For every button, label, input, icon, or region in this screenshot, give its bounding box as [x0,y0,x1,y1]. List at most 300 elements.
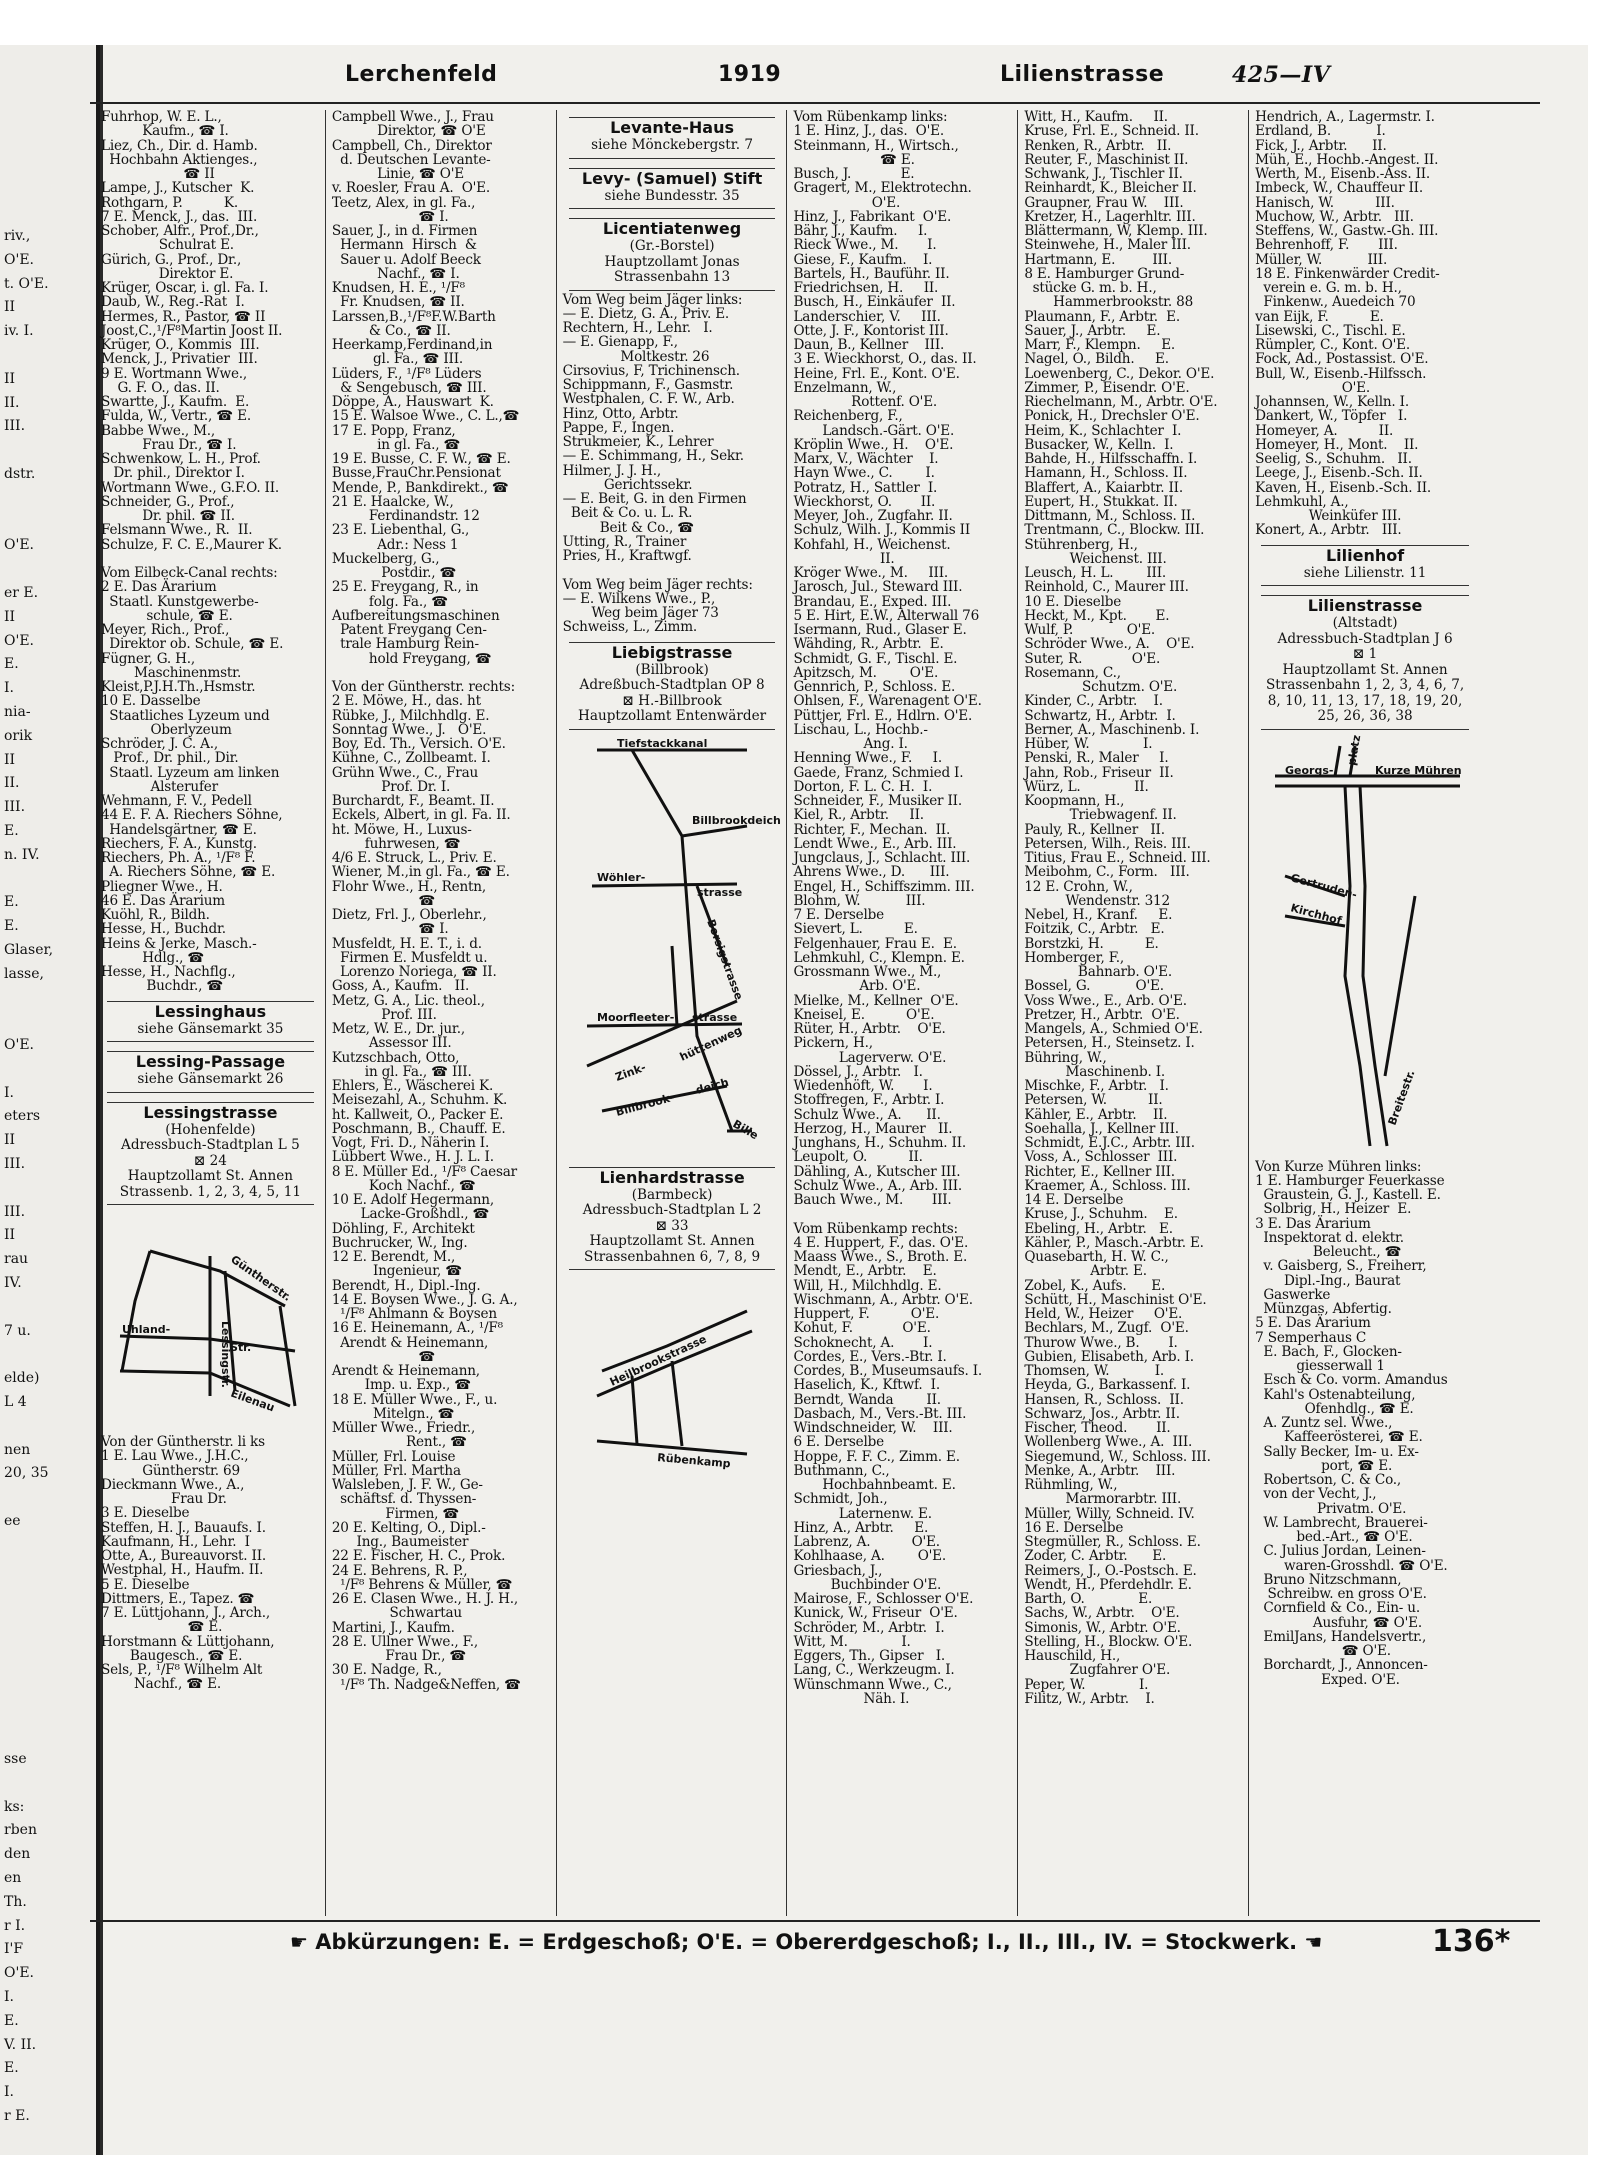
directory-entry: ☎ I. [331,921,449,938]
previous-page-fragment [4,1296,96,1320]
directory-entry: Müller, W. III. [1255,251,1388,268]
directory-entry: 16 E. Derselbe [1024,1519,1124,1536]
directory-entry: Imp. u. Exp., ☎ [331,1377,471,1394]
directory-entry: Wiener, M.,in gl. Fa., ☎ E. [331,864,510,881]
directory-entry: Bruno Nitzschmann, [1255,1571,1402,1588]
directory-entry: Vom Weg beim Jäger links: [562,291,743,308]
directory-entry: Bahnarb. O'E. [1024,964,1172,980]
street-info-line: Strassenbahnen 6, 7, 8, 9 [584,1248,761,1265]
directory-entry: Gerichtssekr. [562,476,693,493]
directory-entry: Buchrucker, W., Ing. [331,1234,468,1251]
directory-entry: Vom Rübenkamp links: [793,109,948,125]
directory-entry: Vom Weg beim Jäger rechts: [562,576,753,593]
previous-page-fragment: nen [4,1441,31,1458]
directory-entry: Knudsen, H. E., ¹/F⁸ [331,280,465,296]
map-street-label: strasse [697,885,743,899]
previous-page-fragment: I. [4,2084,14,2101]
previous-page-fragment: L 4 [4,1394,27,1411]
map-street-label: Uhland- [122,1323,171,1336]
directory-entry: Witt, M. I. [793,1633,911,1650]
directory-entry: Babbe Wwe., M., [101,422,216,439]
directory-entry: Borstzki, H. E. [1024,935,1159,952]
directory-entry: Heyda, G., Barkassenf. I. [1024,1377,1191,1394]
directory-entry: Näh. I. [793,1690,910,1707]
map-street-label: Kirchhof [1289,900,1344,927]
directory-entry: Plaumann, F., Arbtr. E. [1024,308,1180,325]
previous-page-fragment [4,1058,96,1082]
directory-entry: Kohfahl, H., Weichenst. [793,536,951,553]
directory-entry: Kahl's Ostenabteilung, [1255,1386,1416,1403]
directory-entry: Eckels, Albert, in gl. Fa. II. [331,807,511,824]
directory-entry: Direktor E. [101,265,234,282]
directory-entry: folg. Fa., ☎ [331,593,448,610]
directory-entry: Schwank, J., Tischler II. [1024,166,1183,182]
directory-entry: Boy, Ed. Th., Versich. O'E. [331,736,506,752]
street-name: Licentiatenweg [602,219,742,238]
directory-entry: Wischmann, A., Arbtr. O'E. [793,1291,973,1308]
map-street-label: Georgs- [1285,763,1334,777]
directory-entry: Meibohm, C., Form. III. [1024,864,1190,881]
header-right-street: Lilienstrasse [1000,62,1165,87]
directory-entry: Lacke-Großhdl., ☎ [331,1206,490,1223]
directory-entry: Schwartz, H., Arbtr. I. [1024,707,1176,724]
directory-entry: Kaffeerösterei, ☎ E. [1255,1429,1423,1446]
directory-entry: Bechlars, M., Zugf. O'E. [1024,1320,1189,1337]
street-info-line: Adreßbuch-Stadtplan OP 8 [579,677,765,693]
previous-page-fragment: 7 u. [4,1322,31,1339]
street-info-line: Strassenb. 1, 2, 3, 4, 5, 11 [119,1183,302,1200]
previous-page-fragment: ee [4,1513,21,1530]
header-left-street: Lerchenfeld [345,62,498,87]
directory-entry: Esch & Co. vorm. Amandus [1255,1372,1448,1389]
directory-entry: Alsterufer [101,778,218,795]
directory-entry: Arendt & Heinemann, [331,1334,489,1351]
directory-entry: Prof. Dr. I. [331,778,451,795]
directory-entry: Held, W., Heizer O'E. [1024,1306,1183,1322]
directory-entry: Fulda, W., Vertr., ☎ E. [101,408,251,425]
previous-page-fragment: Glaser, [4,941,54,958]
previous-page-fragment: III. [4,418,26,435]
directory-entry: Schulz Wwe., A., Arb. III. [793,1177,963,1194]
directory-entry: Wünschmann Wwe., C., [793,1676,952,1693]
street-info-line: ⊠ H.-Billbrook [622,692,722,709]
previous-page-fragment: lasse, [4,965,44,982]
directory-entry: Mischke, F., Arbtr. I. [1024,1078,1169,1094]
directory-entry: Ing., Baumeister [331,1534,469,1550]
divider [569,208,776,209]
map-street-label: Billbrook- [614,1090,676,1119]
directory-entry: 3 E. Wieckhorst, O., das. II. [793,351,977,368]
previous-page-fragment [4,1605,96,1629]
directory-entry: Hinz, J., Fabrikant O'E. [793,208,952,225]
directory-entry: Meyer, Joh., Zugfahr. II. [793,508,953,524]
street-line [632,1376,637,1444]
directory-entry: Linie, ☎ O'E [331,166,464,182]
street-name: Levy- (Samuel) Stift [581,168,763,188]
spacer [332,666,551,680]
directory-entry: Robertson, C. & Co., [1255,1472,1402,1488]
previous-page-fragment: I. [4,1988,14,2005]
directory-entry: Hamann, H., Schloss. II. [1024,465,1188,482]
street-map-lienhard [577,1276,767,1471]
directory-entry: Ingenieur, ☎ [331,1263,462,1280]
street-info-line: Hauptzollamt St. Annen [1282,661,1448,678]
directory-entry: port, ☎ E. [1255,1457,1393,1474]
directory-entry: Homberger, F., [1024,949,1125,966]
directory-entry: Buchdr., ☎ [101,978,224,995]
street-heading-block [563,110,782,161]
map-street-label: Lessingstr. [219,1321,233,1388]
directory-entry: Metz, G. A., Lic. theol., [331,992,485,1009]
directory-entry: Hochbahnbeamt. E. [793,1477,956,1493]
directory-entry: Schmidt, Joh., [793,1491,888,1508]
directory-entry: Liez, Ch., Dir. d. Hamb. [101,137,258,154]
directory-entry: Arbtr. E. [1024,1263,1147,1280]
directory-entry: E. Bach, F., Glocken- [1255,1343,1402,1360]
directory-entry: Sauer, J., in d. Firmen [331,223,478,239]
directory-entry: Leege, J., Eisenb.-Sch. II. [1255,465,1423,482]
directory-entry: Rümpler, C., Kont. O'E. [1255,337,1411,353]
directory-entry: Rothgarn, P. K. [101,194,238,211]
directory-entry: Schneider, F., Musiker II. [793,793,962,809]
street-name: Lilienhof [1325,545,1405,565]
street-line [1335,746,1340,776]
directory-entry: Maass Wwe., S., Broth. E. [793,1249,968,1265]
previous-page-fragment [4,344,96,368]
previous-page-fragment: t. O'E. [4,275,49,292]
directory-entry: Voss, A., Schlosser III. [1024,1149,1178,1166]
directory-entry: Windschneider, W. III. [793,1420,953,1436]
directory-entry: 3 E. Dieselbe [101,1505,190,1522]
map-street-label: deich [694,1075,731,1097]
directory-entry: Giese, F., Kaufm. I. [793,251,933,268]
directory-entry: 7 Semperhaus C [1255,1329,1367,1346]
directory-entry: Müller, Willy, Schneid. IV. [1024,1505,1195,1522]
street-heading-block [101,1044,320,1095]
directory-entry: Dasbach, M., Vers.-Bt. III. [793,1405,967,1422]
directory-entry: Wollenberg Wwe., A. III. [1024,1434,1193,1451]
directory-entry: Felgenhauer, Frau E. E. [793,935,957,952]
map-street-label: hüttenweg [677,1023,745,1064]
divider [1261,729,1469,730]
previous-page-fragment: E. [4,918,19,935]
directory-entry: Cordes, E., Vers.-Btr. I. [793,1348,947,1365]
street-info-line: Hauptzollamt St. Annen [589,1233,755,1249]
directory-entry: Dähling, A., Kutscher III. [793,1163,961,1180]
directory-entry: — E. Gienapp, F., [562,334,678,351]
directory-entry: Erdland, B. I. [1255,123,1386,140]
directory-entry: Bossel, G. O'E. [1024,978,1164,995]
directory-entry: Dittmers, E., Tapez. ☎ [101,1590,255,1607]
divider [107,1092,314,1093]
directory-entry: Wortmann Wwe., G.F.O. II. [101,479,280,496]
directory-entry: Hochbahn Aktienges., [101,151,258,168]
directory-entry: ☎ [331,1348,436,1365]
directory-entry: 17 E. Popp, Franz, [331,422,456,439]
directory-entry: Kruse, Frl. E., Schneid. II. [1024,123,1199,140]
map-street-label: Gertruden- [1289,870,1359,902]
directory-entry: 4/6 E. Struck, L., Priv. E. [331,850,497,866]
directory-entry: Riechers, F. A., Kunstg. [101,835,257,852]
directory-entry: Ausfuhr, ☎ O'E. [1255,1614,1422,1631]
directory-entry: Kneisel, E. O'E. [793,1006,935,1023]
directory-entry: Barth, O. E. [1024,1591,1153,1607]
directory-entry: Brandau, E., Exped. III. [793,593,952,610]
directory-entry: Ahrens Wwe., D. III. [793,864,950,881]
directory-entry: Güntherstr. 69 [101,1462,240,1479]
directory-entry: II. [793,550,895,567]
directory-entry: Otte, A., Bureauvorst. II. [101,1548,266,1564]
directory-entry: Prof. III. [331,1006,437,1023]
directory-entry: Buthmann, C., [793,1462,890,1479]
directory-entry: schule, ☎ E. [101,607,233,624]
street-info-line: Strassenbahn 1, 2, 3, 4, 6, 7, [1265,677,1465,693]
directory-entry: — E. Beit, G. in den Firmen [562,491,747,507]
directory-entry: Lisewski, C., Tischl. E. [1255,322,1406,339]
directory-entry: Frau Dr., ☎ I. [101,436,237,453]
directory-entry: 14 E. Derselbe [1024,1192,1124,1208]
directory-entry: Würz, L. II. [1024,778,1149,795]
directory-entry: Busch, J. E. [793,166,915,182]
directory-entry: Baugesch., ☎ E. [101,1647,243,1664]
directory-entry: Isermann, Rud., Glaser E. [793,622,967,638]
directory-entry: 15 E. Walsoe Wwe., C. L.,☎ [331,408,520,425]
street-info-line: Adressbuch-Stadtplan J 6 [1277,630,1453,647]
directory-entry: Filitz, W., Arbtr. I. [1024,1690,1155,1707]
directory-entry: in gl. Fa., ☎ [331,436,461,453]
directory-entry: Berndt, Wanda II. [793,1391,941,1408]
previous-page-fragment: ks: [4,1798,25,1815]
directory-entry: Ebeling, H., Arbtr. E. [1024,1220,1173,1237]
directory-entry: Heim, K., Schlachter I. [1024,422,1182,439]
previous-page-fragment: I. [4,1084,14,1101]
directory-entry: Menke, A., Arbtr. III. [1024,1462,1176,1479]
directory-entry: Bauch Wwe., M. III. [793,1192,952,1208]
directory-entry: Hüber, W. I. [1024,736,1153,752]
map-street-label: Wöhler- [597,870,646,884]
directory-entry: Imbeck, W., Chauffeur II. [1255,180,1423,197]
directory-entry: Richter, F., Mechan. II. [793,821,951,838]
directory-entry: 8 E. Müller Ed., ¹/F⁸ Caesar [331,1163,517,1180]
directory-entry: ☎ O'E. [1255,1643,1391,1659]
directory-entry: van Eijk, F. E. [1255,308,1384,325]
directory-entry: Schulz, Wilh. J., Kommis II [793,522,970,539]
previous-page-fragment [4,487,96,511]
directory-entry: Joost,C.,¹/F⁸Martin Joost II. [101,322,283,339]
directory-entry: O'E. [793,194,901,211]
street-info-line: siehe Bundesstr. 35 [604,187,740,204]
directory-entry: Hermann Hirsch & [331,237,477,254]
directory-entry: Ferdinandstr. 12 [331,508,480,524]
previous-page-fragment: den [4,1846,31,1863]
directory-entry: Flohr Wwe., H., Rentn, [331,878,486,895]
directory-entry: 46 E. Das Ärarium [101,892,225,909]
directory-entry: Schulrat E. [101,237,234,254]
map-street-label: Moorfleeter- [597,1010,675,1024]
street-heading-block [563,161,782,212]
previous-page-fragment: II. [4,394,20,411]
previous-page-fragment: O'E. [4,1965,34,1982]
street-info-line: (Barmbeck) [631,1186,713,1203]
directory-entry: Lampe, J., Kutscher K. [101,180,255,197]
directory-entry: Postdir., ☎ [331,565,457,581]
directory-entry: ☎ II [101,166,215,182]
directory-entry: Henning Wwe., F. I. [793,750,942,767]
directory-entry: Sally Becker, Im- u. Ex- [1255,1443,1419,1460]
directory-entry: Wendenstr. 312 [1024,892,1170,909]
divider [569,729,776,730]
directory-entry: Trentmann, C., Blockw. III. [1024,522,1205,539]
directory-entry: Staatliches Lyzeum und [101,707,270,724]
directory-entry: Heckt, M., Kpt. E. [1024,607,1170,624]
directory-entry: 6 E. Derselbe [793,1434,884,1451]
directory-entry: Fischer, Theod. II. [1024,1420,1171,1436]
street-info-line: ⊠ 1 [1352,646,1378,662]
divider [1261,585,1469,586]
directory-entry: Wehmann, F. V., Pedell [101,793,252,809]
directory-entry: Marr, F., Klempn. E. [1024,337,1176,353]
divider [569,158,776,159]
directory-entry: Pries, H., Kraftwgf. [562,548,692,564]
directory-entry: 18 E. Müller Wwe., F., u. [331,1391,498,1408]
directory-entry: Assessor III. [331,1035,452,1052]
directory-entry: Peper, W. I. [1024,1676,1149,1693]
directory-entry: Heine, Frl. E., Kont. O'E. [793,365,960,382]
directory-entry: Dietz, Frl. J., Oberlehr., [331,907,487,923]
map-street-label: Heilbrookstrasse [607,1332,709,1389]
previous-page-fragment: n. IV. [4,846,40,863]
directory-entry: Döhling, F., Architekt [331,1220,475,1237]
directory-entry: Schutzm. O'E. [1024,679,1178,695]
directory-entry: Prof., Dr. phil., Dir. [101,750,239,767]
street-info-line: ⊠ 33 [655,1217,689,1234]
directory-entry: Landerschier, V. III. [793,308,941,325]
street-name: Lessingstrasse [143,1102,278,1122]
street-info-line: Hauptzollamt Jonas [604,253,740,270]
map-street-label: Breitestr. [1385,1067,1418,1127]
directory-entry: ht. Kallweit, O., Packer E. [331,1106,504,1123]
directory-entry: Steinwehe, H., Maler III. [1024,237,1191,254]
directory-entry: Larssen,B.,¹/F⁸F.W.Barth [331,308,496,325]
directory-entry: Dieckmann Wwe., A., [101,1476,245,1493]
directory-entry: Eupert, H., Stukkat. II. [1024,493,1178,510]
street-line [120,1336,295,1351]
directory-entry: — E. Dietz, G. A., Priv. E. [562,305,730,322]
directory-entry: Sauer, J., Arbtr. E. [1024,322,1161,339]
pointing-hand-right-icon: ☚ [1304,1930,1323,1954]
directory-entry: Leupolt, O. II. [793,1149,923,1166]
directory-entry: Landsch.-Gärt. O'E. [793,422,955,439]
previous-page-fragment: E. [4,2012,19,2029]
directory-entry: Felsmann Wwe., R. II. [101,522,253,539]
directory-entry: Bartels, H., Bauführ. II. [793,265,950,282]
previous-page-fragment: en [4,1869,22,1886]
directory-entry: Marx, V., Wächter I. [793,451,939,467]
previous-page-fragment [4,1558,96,1582]
directory-entry: Fügner, G. H., [101,650,196,667]
directory-entry: Werth, M., Eisenb.-Ass. II. [1255,166,1431,182]
directory-entry: Schütt, H., Maschinist O'E. [1024,1291,1207,1308]
directory-entry: Stelling, H., Blockw. O'E. [1024,1633,1193,1650]
directory-entry: Reuter, F., Maschinist II. [1024,151,1189,168]
directory-entry: Mangels, A., Schmied O'E. [1024,1021,1203,1037]
directory-entry: Borchardt, J., Annoncen- [1255,1657,1428,1674]
directory-entry: Reichenberg, F., [793,408,903,425]
directory-entry: Rühmling, W., [1024,1477,1118,1493]
previous-page-fragment [4,1581,96,1605]
directory-entry: Gennrich, P., Schloss. E. [793,679,956,695]
directory-entry: Krüger, Oscar, i. gl. Fa. I. [101,280,269,296]
directory-entry: v. Gaisberg, S., Freiherr, [1255,1258,1427,1275]
previous-page-fragment [4,1629,96,1653]
street-name: Lessing-Passage [135,1052,286,1071]
directory-entry: C. Julius Jordan, Leinen- [1255,1543,1426,1560]
directory-entry: Lendt Wwe., E., Arb. III. [793,835,957,852]
previous-page-fragment: O'E. [4,632,34,649]
directory-entry: Schwenkow, L. H., Prof. [101,451,261,467]
page-header [0,62,1600,102]
map-street-label: Bille [730,1116,761,1142]
directory-entry: Triebwagenf. II. [1024,807,1177,824]
street-line [1345,786,1370,1146]
directory-entry: Privatm. O'E. [1255,1500,1407,1517]
directory-entry: Solbrig, H., Heizer E. [1255,1201,1412,1218]
directory-entry: Nebel, H., Kranf. E. [1024,907,1173,923]
previous-page-fragment: O'E. [4,537,34,554]
directory-entry: waren-Grosshdl. ☎ O'E. [1255,1557,1448,1574]
directory-entry: Potratz, H., Sattler I. [793,479,938,496]
directory-entry: Engel, H., Schiffszimm. III. [793,878,975,895]
directory-entry: Labrenz, A. O'E. [793,1534,940,1550]
header-rule [90,102,1540,104]
previous-page-fragment: rben [4,1822,37,1839]
previous-page-fragment: O'E. [4,251,34,268]
directory-entry: Kunick, W., Friseur O'E. [793,1605,958,1622]
directory-entry: Inspektorat d. elektr. [1255,1229,1404,1246]
directory-entry: Koopmann, H., [1024,793,1125,809]
directory-entry: Grühn Wwe., C., Frau [331,764,479,781]
street-heading-block [563,635,782,732]
directory-entry: Heins & Jerke, Masch.- [101,935,257,952]
previous-page-fragment: E. [4,894,19,911]
directory-entry: 7 E. Derselbe [793,907,884,923]
directory-entry: Ofenhdlg., ☎ E. [1255,1400,1414,1417]
directory-entry: Lagerverw. O'E. [793,1049,947,1066]
divider [569,290,776,291]
street-info-line: Hauptzollamt Entenwärder [578,708,767,724]
directory-entry: 26 E. Clasen Wwe., H. J. H., [331,1591,519,1607]
map-street-label: Kurze Mühren [1375,763,1462,777]
directory-entry: Mendt, E., Arbtr. E. [793,1263,937,1280]
directory-entry: Kaven, H., Eisenb.-Sch. II. [1255,479,1432,496]
directory-entry: Weg beim Jäger 73 [562,605,719,621]
previous-page-fragment: II [4,1132,16,1149]
directory-entry: Leusch, H. L. III. [1024,565,1166,581]
directory-entry: Kröplin Wwe., H. O'E. [793,436,954,453]
directory-entry: Nachf., ☎ E. [101,1676,221,1693]
directory-entry: Von der Güntherstr. li ks [101,1434,265,1450]
directory-entry: Homeyer, H., Mont. II. [1255,436,1419,453]
pointing-hand-left-icon: ☛ [290,1930,308,1954]
directory-entry: Witt, H., Kaufm. II. [1024,109,1168,125]
previous-page-fragment: III. [4,1156,26,1173]
previous-page-fragment [4,1700,96,1724]
street-info-line: 25, 26, 36, 38 [1317,708,1413,724]
directory-entry: Dr. phil., Direktor I. [101,465,245,482]
directory-entry: Gaswerke [1255,1286,1331,1303]
directory-entry: Müh, E., Hochb.-Angest. II. [1255,151,1439,168]
directory-entry: Daun, B., Kellner III. [793,337,945,353]
